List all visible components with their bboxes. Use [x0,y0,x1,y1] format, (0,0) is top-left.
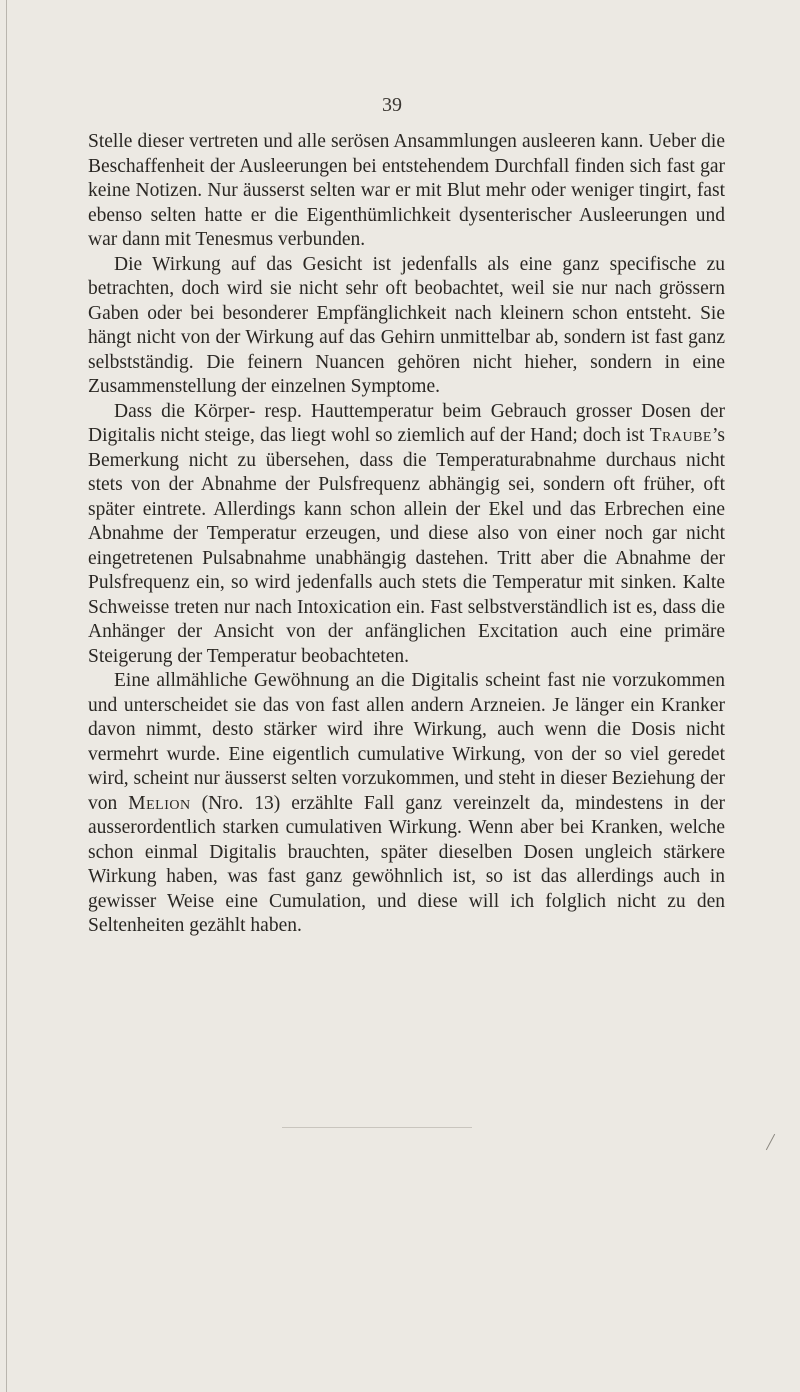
paragraph-body-temperature [88,400,725,670]
section-divider [282,1127,472,1128]
author-name-traube: Traube [649,425,712,446]
body-text [88,130,725,939]
paragraph-text-segment: ’s Bemerkung nicht zu übersehen, dass die Temperaturabnahme durchaus nicht stets von der Abnahme der Pulsfrequenz abhängig sei, sondern oft früher, oft später eintrete. Allerdings kann schon allein der Ekel und das Erbrechen eine Abnahme der Temperatur erzeugen, und diese also von einer noch gar nicht eingetretenen Pulsabnahme unabhängig dastehen. Tritt aber die Abnahme der Pulsfrequenz ein, so wird jedenfalls auch stets die Temperatur mit sinken. Kalte Schweisse treten nur nach Intoxication ein. Fast selbstverständlich ist es, dass die Anhänger der Ansicht von der anfänglichen Excitation auch eine primäre Steigerung der Temperatur beobachteten. [88,425,725,667]
page-number: 39 [382,94,402,116]
paragraph-effect-on-vision: Die Wirkung auf das Gesicht ist jedenfalls als eine ganz specifische zu betrachten, doch wird sie nicht sehr oft beobachtet, weil sie nur nach grössern Gaben oder bei besonderer Empfänglichkeit nach kleinern schon entsteht. Sie hängt nicht von der Wirkung auf das Gehirn unmittelbar ab, sondern ist fast ganz selbstständig. Die feinern Nuancen gehören nicht hieher, sondern in eine Zusammenstellung der einzelnen Symptome. [88,253,725,397]
paragraph-text-segment: (Nro. 13) erzählte Fall ganz vereinzelt da, mindestens in der ausserordentlich starken cumulativen Wirkung. Wenn aber bei Kranken, welche schon einmal Digitalis brauchten, später dieselben Dosen ungleich stärkere Wirkung haben, was fast ganz gewöhnlich ist, so ist das allerdings auch in gewisser Weise eine Cumulation, und diese will ich folglich nicht zu den Seltenheiten gezählt haben. [88,792,725,936]
paragraph-text-segment: Eine allmähliche Gewöhnung an die Digitalis scheint fast nie vorzukommen und unterscheidet sie das von fast allen andern Arzneien. Je länger ein Kranker davon nimmt, desto stärker wird ihre Wirkung, auch wenn die Dosis nicht vermehrt wurde. Eine eigentlich cumulative Wirkung, von der so viel geredet wird, scheint nur äusserst selten vorzukommen, und steht in dieser Beziehung der von [88,670,725,814]
page-edge-line [6,0,7,1392]
author-name-melion: Melion [128,792,191,814]
paragraph-cumulative-effect [88,669,725,939]
paragraph-text-segment: Dass die Körper- resp. Hauttemperatur beim Gebrauch grosser Dosen der Digitalis nicht steige, das liegt wohl so ziemlich auf der Hand; doch ist [88,400,725,446]
stray-pen-mark [766,1134,775,1150]
paragraph-stool-discharges: Stelle dieser vertreten und alle serösen Ansammlungen ausleeren kann. Ueber die Beschaffenheit der Ausleerungen bei entstehendem Durchfall finden sich fast gar keine Notizen. Nur äusserst selten war er mit Blut mehr oder weniger tingirt, fast ebenso selten hatte er die Eigenthümlichkeit dysenterischer Ausleerungen und war dann mit Tenesmus verbunden. [88,131,725,250]
